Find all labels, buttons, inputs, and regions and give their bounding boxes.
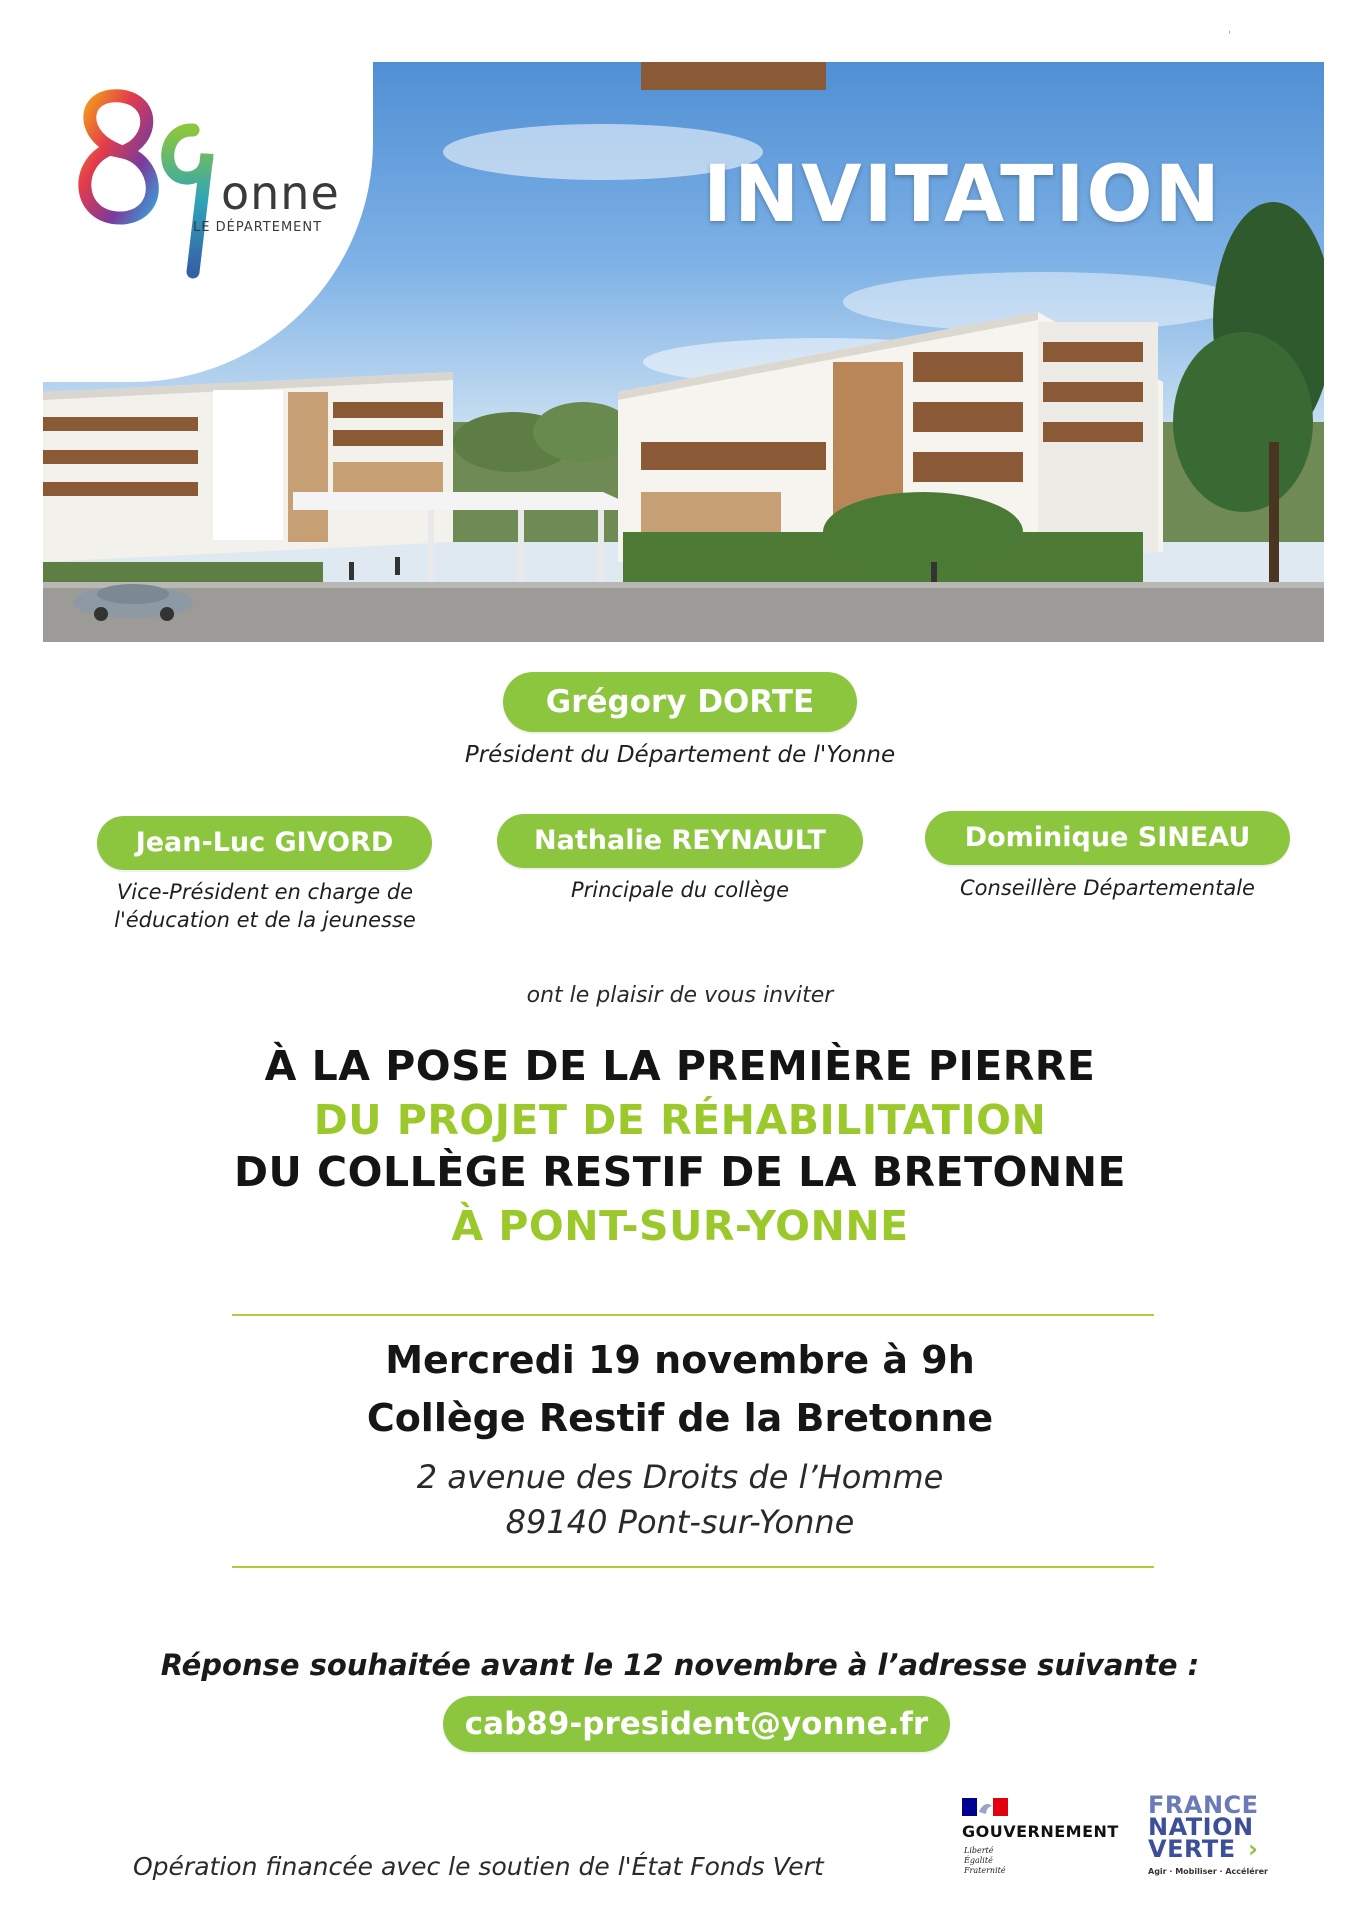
invite-line: ont le plaisir de vous inviter [526, 983, 834, 1008]
divider-bottom [232, 1566, 1154, 1568]
hero-image [43, 62, 1324, 642]
rsvp-text: Réponse souhaitée avant le 12 novembre à l’adresse suivante : [160, 1648, 1200, 1682]
event-address-line1: 2 avenue des Droits de l’Homme [416, 1458, 944, 1496]
host-role-conseillere: Conseillère Départementale [960, 876, 1255, 900]
headline-line-2: DU PROJET DE RÉHABILITATION [313, 1096, 1047, 1144]
host-role-vice-president [60, 878, 470, 934]
divider-top [232, 1314, 1154, 1316]
logo-name: onne [221, 166, 340, 220]
event-venue: Collège Restif de la Bretonne [366, 1396, 994, 1440]
gouvernement-logo [962, 1798, 1122, 1888]
host-name-president: Grégory DORTE [503, 672, 857, 732]
france-nation-verte-logo [1148, 1793, 1278, 1893]
gov-motto-liberte: Liberté [964, 1846, 994, 1855]
host-name-conseillere: Dominique SINEAU [925, 811, 1290, 865]
fnv-line-nation: NATION [1148, 1813, 1254, 1841]
host-role-vice-president-line1: Vice-Président en charge de [116, 880, 414, 904]
event-address-line2: 89140 Pont-sur-Yonne [505, 1503, 855, 1541]
fnv-line-france: FRANCE [1148, 1791, 1259, 1819]
host-role-principale: Principale du collège [571, 878, 789, 902]
rsvp-email-link[interactable]: cab89-president@yonne.fr [443, 1696, 950, 1752]
fnv-line-verte: VERTE [1148, 1835, 1236, 1863]
headline-line-3: DU COLLÈGE RESTIF DE LA BRETONNE [233, 1148, 1127, 1196]
host-name-principale: Nathalie REYNAULT [497, 814, 863, 868]
gov-motto-fraternite: Fraternité [964, 1866, 1006, 1875]
host-role-vice-president-line2: l'éducation et de la jeunesse [114, 908, 416, 932]
gouvernement-title: GOUVERNEMENT [962, 1822, 1119, 1841]
headline-line-1: À LA POSE DE LA PREMIÈRE PIERRE [264, 1042, 1096, 1090]
chevron-right-icon: › [1248, 1835, 1258, 1863]
host-role-president: Président du Département de l'Yonne [464, 742, 896, 768]
host-name-vice-president: Jean-Luc GIVORD [97, 816, 432, 870]
marianne-flag-icon [962, 1798, 1008, 1816]
headline-line-4: À PONT-SUR-YONNE [451, 1202, 909, 1250]
fnv-tagline: Agir · Mobiliser · Accélérer [1148, 1867, 1268, 1876]
gov-motto-egalite: Égalité [964, 1856, 993, 1865]
logo-subtitle: LE DÉPARTEMENT [193, 220, 323, 235]
scan-mark: ˌ [1228, 24, 1231, 35]
event-date: Mercredi 19 novembre à 9h [385, 1338, 975, 1382]
page-title: INVITATION [703, 150, 1222, 240]
funding-note: Opération financée avec le soutien de l'État Fonds Vert [133, 1852, 824, 1881]
